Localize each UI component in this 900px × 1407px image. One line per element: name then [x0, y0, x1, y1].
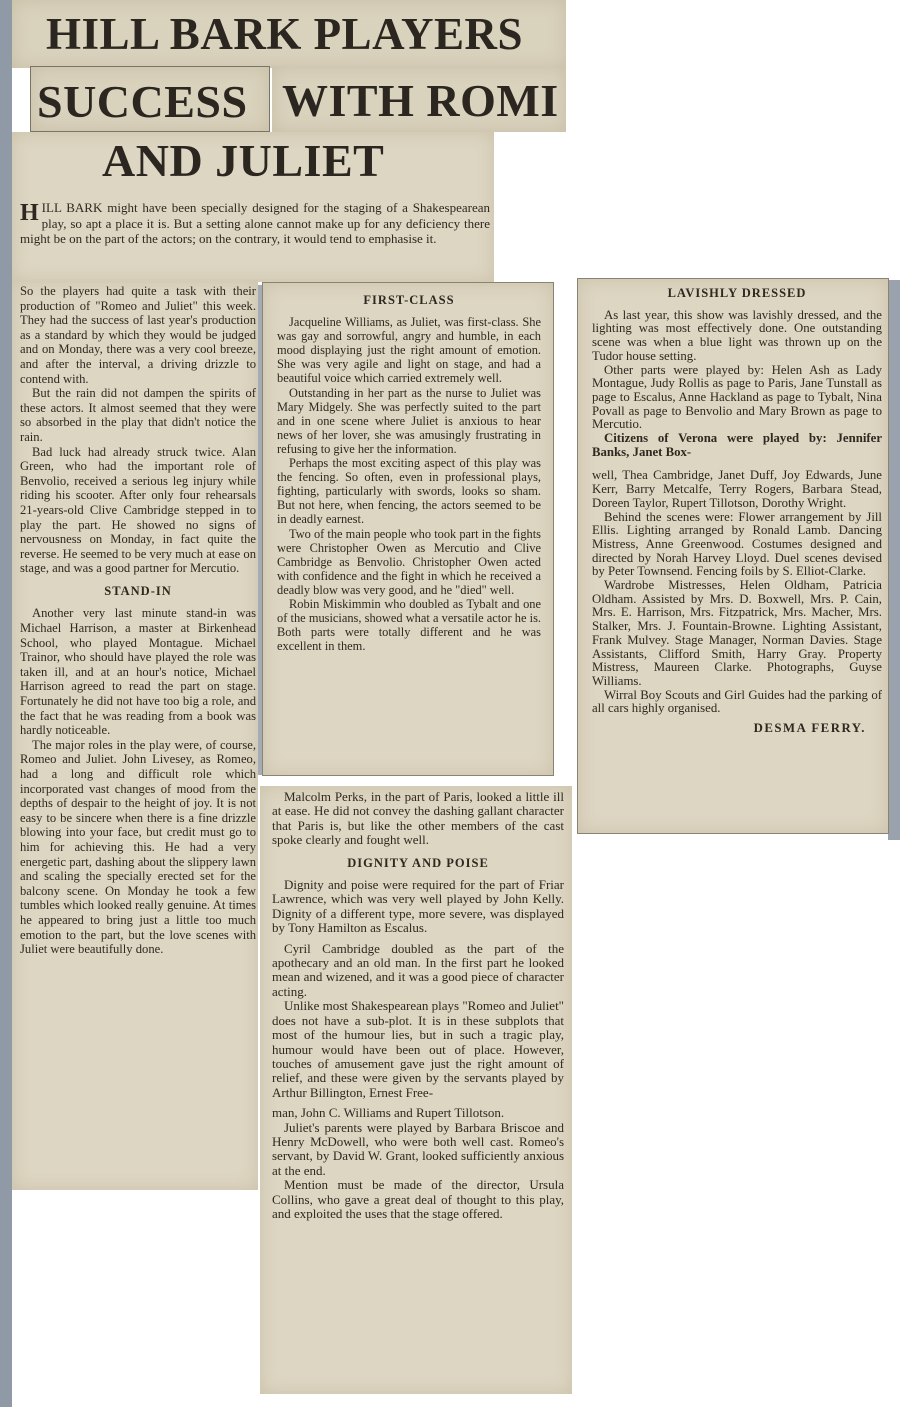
col2-paragraph-3: Perhaps the most exciting aspect of this play was the fencing. So often, even in professional plays, fighting, particularly with swords, looks so sham. But not here, when fencing, the actors seemed to be in deadly earnest.	[277, 456, 541, 527]
headline-line3: AND JULIET	[102, 135, 385, 186]
col1-paragraph-1: So the players had quite a task with their production of "Romeo and Juliet" this week. They had the success of last year's production as a standard by which they would be judged and on Monday, there was a very cool breeze, and after the interval, a driving drizzle to contend with.	[20, 284, 256, 386]
headline-line2b-clipping	[272, 66, 566, 132]
column-3-clipping	[260, 786, 572, 1394]
col2-paragraph-2: Outstanding in her part as the nurse to Juliet was Mary Midgely. She was perfectly suited to the part and in one scene where Juliet is anxious to hear news of her lover, she was amusingly frustrating in refusing to give her the information.	[277, 385, 541, 456]
column-2-clipping	[262, 282, 554, 776]
column-4-text	[592, 279, 882, 736]
col1-paragraph-2: But the rain did not dampen the spirits of these actors. It almost seemed that they were so absorbed in the play that didn't notice the rain.	[20, 386, 256, 444]
headline-line1-clipping	[12, 0, 566, 68]
column-2-text	[277, 285, 541, 653]
column-1-clipping	[12, 132, 494, 282]
subhead-lavishly-dressed: LAVISHLY DRESSED	[667, 286, 807, 300]
col3-paragraph-4: Unlike most Shakespearean plays "Romeo and Juliet" does not have a sub-plot. It is in these subplots that most of the humour lies, but in such a tragic play, humour would have been out of place. However, touches of amusement gave just the right amount of relief, and these were given by the servants played by Arthur Billington, Ernest Free-	[272, 998, 564, 1100]
col3-paragraph-6: Juliet's parents were played by Barbara Briscoe and Henry McDowell, who were both well cast. Romeo's servant, by David W. Grant, looked sufficiently anxious at the end.	[272, 1119, 564, 1178]
column-3-text	[272, 790, 564, 1221]
subhead-first-class: FIRST-CLASS	[363, 293, 455, 307]
col4-paragraph-4: well, Thea Cambridge, Janet Duff, Joy Edwards, June Kerr, Barry Metcalfe, Terry Rogers, Barbara Stead, Doreen Taylor, Rupert Tillotson, Dorothy Wright.	[592, 468, 882, 510]
background-right-edge	[888, 280, 900, 840]
col2-paragraph-4: Two of the main people who took part in the fights were Christopher Owen as Mercutio and Clive Cambridge as Benvolio. Christopher Owen acted with confidence and the fight in which he received a deadly blow was very good, and he "died" well.	[277, 526, 541, 597]
col4-paragraph-2: Other parts were played by: Helen Ash as Lady Montague, Judy Rollis as page to Paris, Jane Tunstall as page to Escalus, Anne Hackland as page to Tybalt, Nina Povall as page to Benvolio and Mary Brown as page to Mercutio.	[592, 362, 882, 432]
column-1-body-clipping	[12, 280, 258, 1190]
subhead-dignity-and-poise: DIGNITY AND POISE	[347, 855, 489, 870]
headline-line2b: WITH ROMI	[282, 75, 559, 126]
col3-paragraph-5: man, John C. Williams and Rupert Tillotson.	[272, 1105, 505, 1121]
subhead-stand-in: STAND-IN	[104, 583, 172, 598]
col1-paragraph-5: The major roles in the play were, of course, Romeo and Juliet. John Livesey, as Romeo, had a long and difficult role which incorporated vast changes of mood from the depths of despair to the height of joy. It is not easy to be sincere when there is a fine drizzle blowing into your face, but credit must go to him for achieving this. He had a very energetic part, dashing about the slippery lawn and scaling the specially erected set for the balcony scene. On Monday he took a few tumbles which looked really genuine. At times he appeared to bring just a little too much emotion to the part, but the love scenes with Juliet were beautifully done.	[20, 737, 256, 957]
byline: DESMA FERRY.	[753, 721, 866, 736]
col4-paragraph-5: Behind the scenes were: Flower arrangement by Jill Ellis. Lighting arranged by Ronald Lamb. Dancing Mistress, Anne Greenwood. Costumes designed and directed by Norah Harvey Lloyd. Duel scenes devised by Peter Townsend. Fencing foils by S. Elliot-Clarke.	[592, 509, 882, 579]
headline-line2a-clipping	[30, 66, 270, 132]
col3-paragraph-7: Mention must be made of the director, Ursula Collins, who gave a great deal of thought to this play, and exploited the uses that the stage offered.	[272, 1177, 564, 1221]
intro-text: ILL BARK might have been specially designed for the staging of a Shakespearean play, so apt a place it is. But a setting alone cannot make up for any deficiency there might be on the part of the actors; on the contrary, it would tend to emphasise it.	[20, 200, 490, 247]
col1-paragraph-4: Another very last minute stand-in was Michael Harrison, a master at Birkenhead School, who played Montague. Michael Trainor, who should have played the role was taken ill, and at an hour's notice, Michael Harrison agreed to read the part on stage. Fortunately he did not have too big a role, and the fact that he was reading from a book was hardly noticeable.	[20, 606, 256, 738]
col4-paragraph-1: As last year, this show was lavishly dressed, and the lighting was most effectively done. One outstanding scene was when a blue light was thrown up on the Tudor house setting.	[592, 307, 882, 363]
col4-paragraph-6: Wardrobe Mistresses, Helen Oldham, Patricia Oldham. Assisted by Mrs. D. Boxwell, Mrs. P. Cain, Mrs. E. Harrison, Mrs. Fitzpatrick, Mrs. Macher, Mrs. Stalker, Mrs. J. Fountain-Browne. Lighting Assistant, Frank Mulvey. Stage Manager, Norman Davies. Stage Assistants, Clifford Smith, Harry Gray. Property Mistress, Maureen Clarke. Photographs, Guyse Williams.	[592, 578, 882, 688]
background-left-margin	[0, 0, 12, 1407]
headline-line1: HILL BARK PLAYERS	[46, 9, 523, 59]
col4-paragraph-3: Citizens of Verona were played by: Jennifer Banks, Janet Box-	[592, 431, 882, 459]
col3-paragraph-2: Dignity and poise were required for the part of Friar Lawrence, which was very well played by John Kelly. Dignity of a different type, more severe, was displayed by Tony Hamilton as Escalus.	[272, 877, 564, 936]
dropcap-letter: H	[20, 200, 39, 226]
column-1-text	[20, 284, 256, 957]
col4-paragraph-7: Wirral Boy Scouts and Girl Guides had the parking of all cars highly organised.	[592, 687, 882, 716]
headline-line2a: SUCCESS	[37, 76, 248, 127]
col2-paragraph-1: Jacqueline Williams, as Juliet, was first-class. She was gay and sorrowful, angry and humble, in each mood displaying just the right amount of emotion. She was very agile and light on stage, and had a beautiful voice which carried extremely well.	[277, 315, 541, 386]
col3-paragraph-1: Malcolm Perks, in the part of Paris, looked a little ill at ease. He did not convey the dashing gallant character that Paris is, but like the other members of the cast spoke clearly and fought well.	[272, 789, 564, 848]
intro-paragraph	[20, 200, 490, 247]
col3-paragraph-3: Cyril Cambridge doubled as the part of the apothecary and an old man. In the first part he looked mean and wizened, and it was a good piece of character acting.	[272, 940, 564, 999]
column-4-clipping	[577, 278, 889, 834]
col2-paragraph-5: Robin Miskimmin who doubled as Tybalt and one of the musicians, showed what a versatile actor he is. Both parts were totally different and he was excellent in them.	[277, 596, 541, 654]
col1-paragraph-3: Bad luck had already struck twice. Alan Green, who had the important role of Benvolio, received a serious leg injury while riding his scooter. After only four rehearsals 21-years-old Clive Cambridge stepped in to play the part. He showed no signs of nervousness on Monday, in fact quite the reverse. He seemed to be very much at ease on stage, and was a good partner for Mercutio.	[20, 444, 256, 576]
